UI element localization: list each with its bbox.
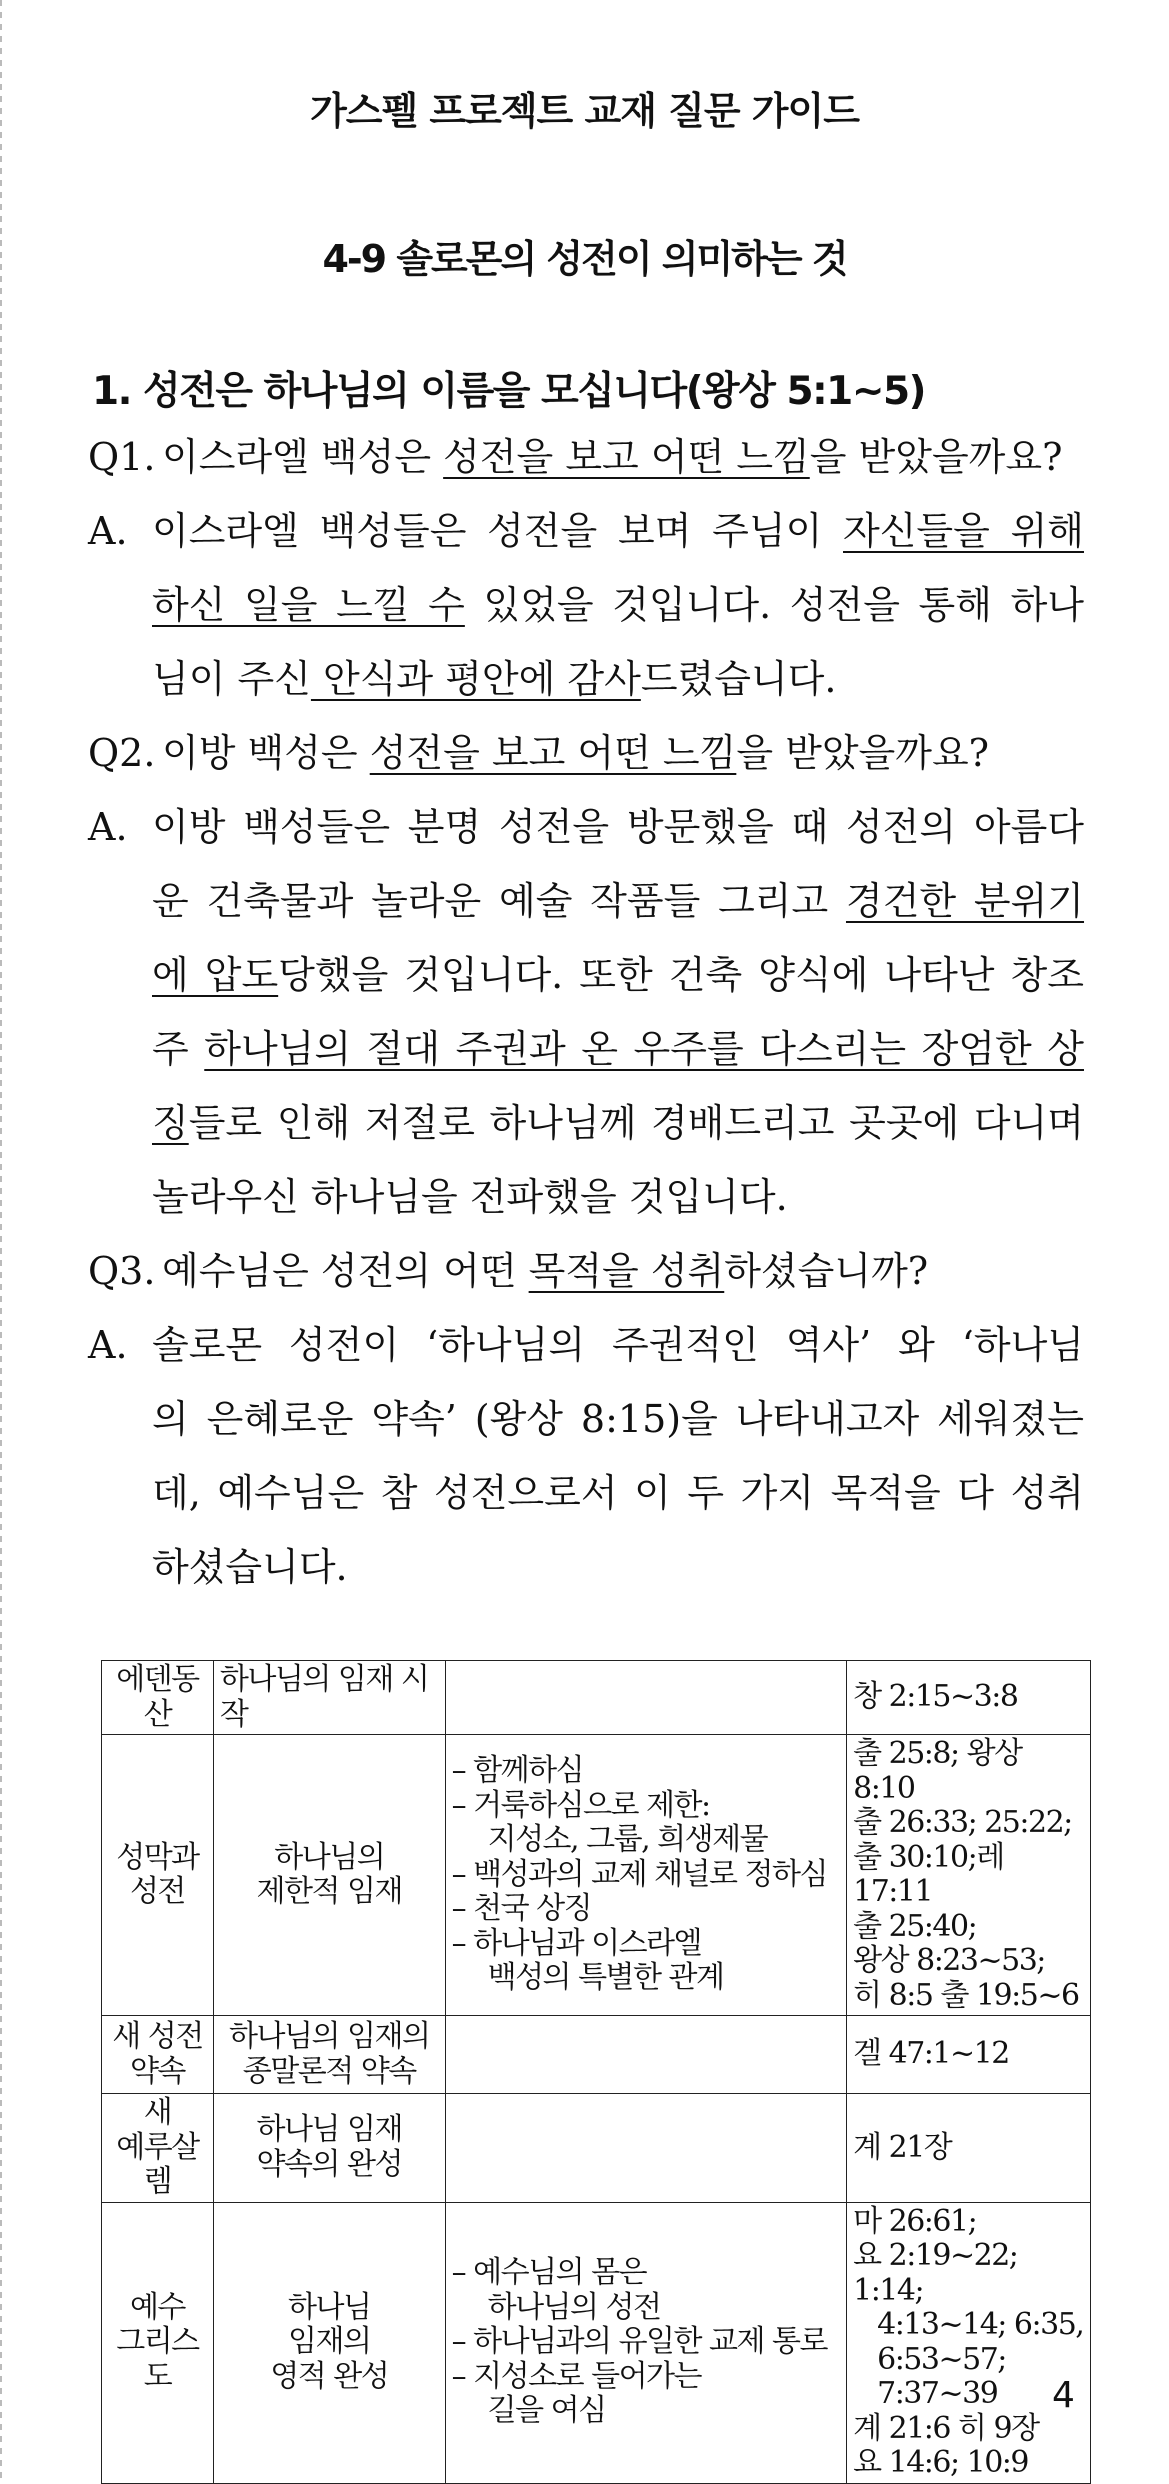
answer-line: 주 하나님의 절대 주권과 온 우주를 다스리는 장엄한 상: [152, 1027, 1084, 1071]
answer-3: [88, 1308, 1084, 1604]
table-row: 새 예루살렘 하나님 임재 약속의 완성 계 21장: [102, 2094, 1091, 2203]
page-header: 가스펠 프로젝트 교재 질문 가이드: [310, 89, 859, 133]
temple-summary-table: [101, 1660, 1091, 2484]
answer-line: 징들로 인해 저절로 하나님께 경배드리고 곳곳에 다니며: [152, 1101, 1084, 1145]
page-edge-dotted-line: [0, 0, 2, 2480]
answer-line: 놀라우신 하나님을 전파했을 것입니다.: [152, 1175, 788, 1219]
answer-line: 데, 예수님은 참 성전으로서 이 두 가지 목적을 다 성취: [152, 1471, 1084, 1515]
question-3: Q3. 예수님은 성전의 어떤 목적을 성취하셨습니까?: [88, 1234, 1084, 1308]
scripture-references: 마 26:61; 요 2:19~22; 1:14; 4:13~14; 6:35, 6:53~57; 7:37~39 계 21:6 히 9장 요 14:6; 10:9: [847, 2202, 1091, 2483]
answer-line: 이방 백성들은 분명 성전을 방문했을 때 성전의 아름다: [152, 805, 1084, 849]
answer-line: 하신 일을 느낄 수 있었을 것입니다. 성전을 통해 하나: [152, 583, 1085, 627]
answer-line: 의 은혜로운 약속’ (왕상 8:15)을 나타내고자 세워졌는: [152, 1397, 1084, 1441]
question-label: Q1.: [88, 435, 156, 479]
lesson-title: 4-9 솔로몬의 성전이 의미하는 것: [322, 237, 847, 281]
answer-line: 에 압도당했을 것입니다. 또한 건축 양식에 나타난 창조: [152, 953, 1084, 997]
answer-label: A.: [88, 1323, 128, 1367]
answer-label: A.: [88, 805, 128, 849]
answer-line: 님이 주신 안식과 평안에 감사드렸습니다.: [152, 657, 837, 701]
table-row: 성막과 성전 하나님의 제한적 임재 – 함께하심 – 거룩하심으로 제한: 지성소, 그룹, 희생제물 – 백성과의 교제 채널로 정하심 – 천국 상징 – 하나님과 이스라엘 백성의 특별한 관계 출 25:8; 왕상 8:10 출 26:33; 25:22; 출 30:10;레 17:11 출 25:40; 왕상 8:23~53; 히 8:5 출 19:5~6: [102, 1735, 1091, 2016]
answer-2: [88, 790, 1084, 1234]
table-row: 에덴동산 하나님의 임재 시작 창 2:15~3:8: [102, 1661, 1091, 1735]
bullet-list: – 예수님의 몸은 하나님의 성전 – 하나님과의 유일한 교제 통로 – 지성소로 들어가는 길을 여심: [445, 2202, 847, 2483]
bullet-list: – 함께하심 – 거룩하심으로 제한: 지성소, 그룹, 희생제물 – 백성과의 교제 채널로 정하심 – 천국 상징 – 하나님과 이스라엘 백성의 특별한 관계: [445, 1735, 847, 2016]
table-row: 예수 그리스도 하나님 임재의 영적 완성 – 예수님의 몸은 하나님의 성전 – 하나님과의 유일한 교제 통로 – 지성소로 들어가는 길을 여심 마 26:61; 요 2:19~22; 1:14; 4:13~14; 6:35, 6:53~57; 7:37~39 계 21:6 히 9장 요 14:6; 10:9: [102, 2202, 1091, 2483]
scripture-references: 출 25:8; 왕상 8:10 출 26:33; 25:22; 출 30:10;레 17:11 출 25:40; 왕상 8:23~53; 히 8:5 출 19:5~6: [847, 1735, 1091, 2016]
question-label: Q3.: [88, 1249, 156, 1293]
question-2: Q2. 이방 백성은 성전을 보고 어떤 느낌을 받았을까요?: [88, 716, 1084, 790]
answer-line: 하셨습니다.: [152, 1545, 348, 1589]
answer-line: 운 건축물과 놀라운 예술 작품들 그리고 경건한 분위기: [152, 879, 1085, 923]
page-number: 4: [1052, 2375, 1075, 2416]
answer-label: A.: [88, 509, 128, 553]
answer-1: [88, 494, 1084, 716]
answer-line: 이스라엘 백성들은 성전을 보며 주님이 자신들을 위해: [152, 509, 1084, 553]
section-heading: 1. 성전은 하나님의 이름을 모십니다(왕상 5:1~5): [92, 369, 925, 414]
answer-line: 솔로몬 성전이 ‘하나님의 주권적인 역사’ 와 ‘하나님: [152, 1323, 1084, 1367]
question-1: Q1. 이스라엘 백성은 성전을 보고 어떤 느낌을 받았을까요?: [88, 420, 1084, 494]
table-row: 새 성전 약속 하나님의 임재의 종말론적 약속 겔 47:1~12: [102, 2016, 1091, 2094]
question-label: Q2.: [88, 731, 156, 775]
